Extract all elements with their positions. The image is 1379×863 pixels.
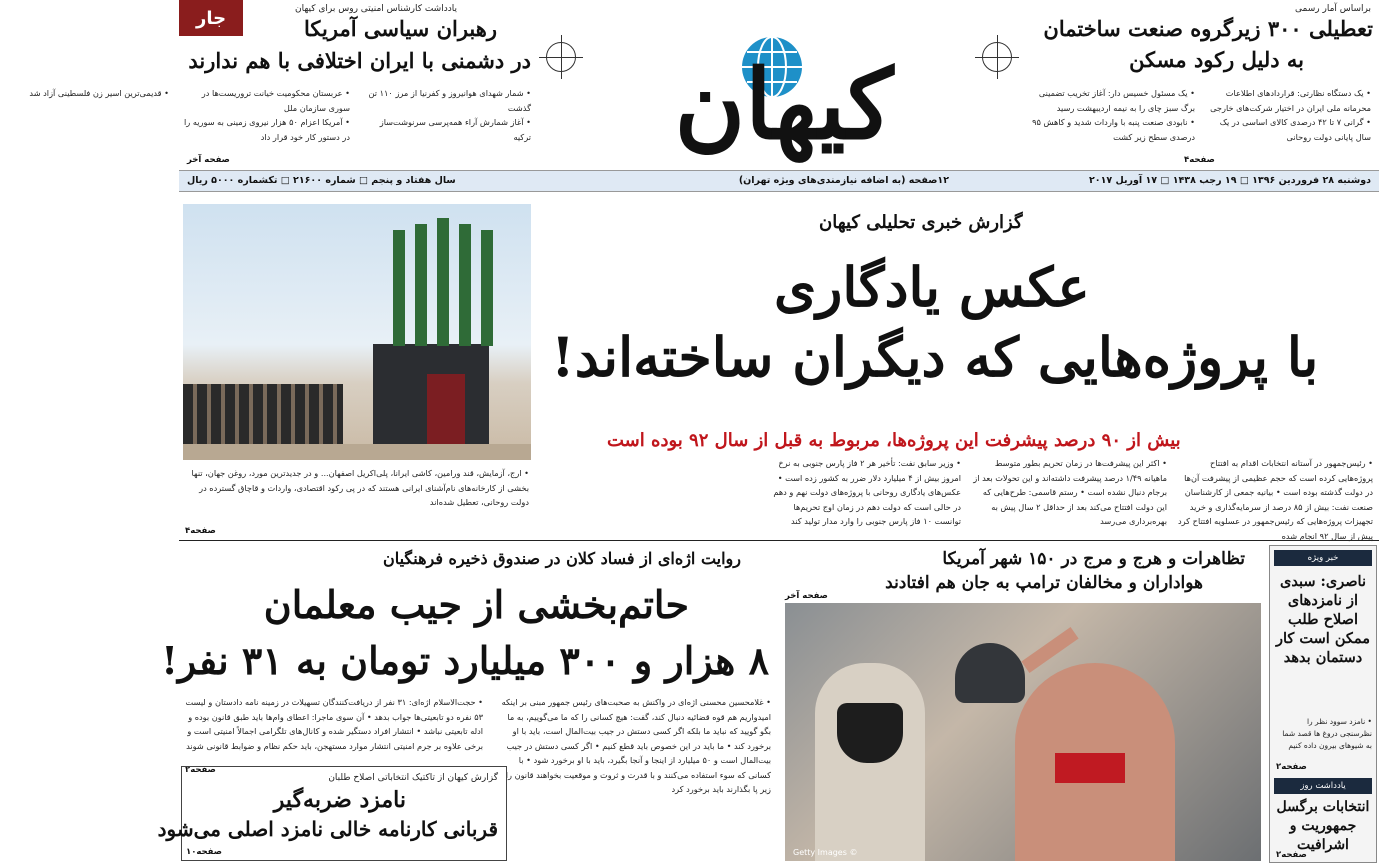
crop-mark-right (982, 42, 1012, 72)
dateline-bar (179, 170, 1379, 192)
lead-kicker: گزارش خبری تحلیلی کیهان (819, 212, 1023, 233)
monument-banner (427, 374, 465, 444)
sidebar-label: یادداشت روز (1274, 778, 1372, 794)
list-item: • یک مسئول خسیس دار: آغاز تخریب تضمینی برگ سبز چای را به نیمه اردیبهشت رسید (1038, 88, 1195, 113)
masthead (599, 20, 969, 170)
fund-column-2: • حجت‌الاسلام اژه‌ای: ۳۱ نفر از دریافت‌کنندگان تسهیلات در زمینه نامه دادستان و لیست ۵۳ نفره دو تابعیتی‌ها جواب بدهد • آن سوی ماجرا: اعطای وام‌ها باید طبق قانون بوده و ادله تابعیتی نباشد • انتشار افراد دستگیر شده و کانال‌های تلگرامی اجمالاً امنیتی است و برخی علاوه بر جرم امنیتی انتشار موارد مستهجن، باید حکم نظام و ضوابط قانونی شوند (185, 697, 483, 751)
lead-story[interactable] (179, 196, 1379, 541)
fund-headline-2: ۸ هزار و ۳۰۰ میلیارد تومان به ۳۱ نفر! (161, 638, 769, 683)
missile (393, 230, 405, 346)
list-item: • آغاز شمارش آراء همه‌پرسی سرنوشت‌ساز ترکیه (379, 117, 531, 142)
usa-headline: تظاهرات و هرج و مرج در ۱۵۰ شهر آمریکا (942, 549, 1245, 569)
page-ref[interactable]: صفحه۱۰ (186, 847, 223, 857)
page-ref[interactable]: صفحه۲ (1276, 850, 1307, 860)
crowd (183, 384, 343, 444)
page-ref[interactable]: صفحه۲ (1276, 762, 1307, 772)
dateline-issue: سال هفتاد و پنجم □ شماره ۲۱۶۰۰ □ تکشماره ۵۰۰۰ ریال (187, 175, 456, 186)
top-left-teaser[interactable] (29, 0, 537, 168)
list-item: • عربستان محکومیت خیانت تروریست‌ها در سوری سازمان ملل (201, 88, 350, 113)
page-ref[interactable]: صفحه آخر (785, 591, 828, 601)
protest-photo[interactable] (785, 603, 1261, 861)
top-left-kicker: یادداشت کارشناس امنیتی روس برای کیهان (295, 4, 457, 14)
list-item: • شمار شهدای هوانیروز و کفرنیا از مرز ۱۱۰ تن گذشت (368, 88, 531, 113)
fund-kicker: روایت اژه‌ای از فساد کلان در صندوق ذخیره فرهنگیان (382, 549, 741, 568)
sidebar-headline: ناصری: سبدی از نامزدهای اصلاح طلب ممکن است کار دستمان بدهد (1275, 573, 1371, 666)
missile (415, 224, 427, 346)
top-right-headline-2: به دلیل رکود مسکن (1129, 47, 1304, 72)
usa-story[interactable] (783, 545, 1263, 863)
ground (183, 444, 531, 460)
list-item: • قدیمی‌ترین اسیر زن فلسطینی آزاد شد (29, 88, 169, 98)
watermark-badge: جار (179, 0, 243, 36)
list-item: • یک دستگاه نظارتی: قراردادهای اطلاعات محرمانه ملی ایران در اختیار شرکت‌های خارجی (1210, 88, 1371, 113)
sidebar[interactable] (1269, 545, 1377, 863)
fund-headline: حاتم‌بخشی از جیب معلمان (263, 582, 689, 627)
missile (459, 224, 471, 346)
photo-credit: © Getty Images (793, 848, 858, 857)
top-left-headline: رهبران سیاسی آمریکا (304, 16, 497, 41)
reform-kicker: گزارش کیهان از تاکتیک انتخاباتی اصلاح طلبان (328, 773, 498, 783)
lead-column-3: • وزیر سابق نفت: تأخیر هر ۲ فاز پارس جنوبی به نرخ امروز بیش از ۴ میلیارد دلار ضرر به کشور زده است • عکس‌های یادگاری روحانی با پروژه‌های دولت نهم و دهم در حالی است که دولت دهم در زمان اوج تحریم‌ها توانست ۱۰ فاز پارس جنوبی را وارد مدار تولید کند (773, 458, 961, 526)
usa-headline-2: هواداران و مخالفان ترامپ به جان هم افتادند (885, 573, 1203, 593)
page-ref[interactable]: صفحه۲ (185, 765, 216, 775)
top-left-headline-2: در دشمنی با ایران اختلافی با هم ندارند (188, 48, 531, 73)
page-ref[interactable]: صفحه آخر (187, 155, 230, 165)
dateline-pages: ۱۲صفحه (به اضافه نیازمندی‌های ویژه تهران) (738, 175, 949, 186)
reform-headline-2: قربانی کارنامه خالی نامزد اصلی می‌شود (157, 817, 498, 841)
list-item: • آمریکا اعزام ۵۰ هزار نیروی زمینی به سوریه را در دستور کار خود قرار داد (184, 117, 350, 142)
fund-column-1: • غلامحسین محسنی اژه‌ای در واکنش به صحبت‌های رئیس جمهور مبنی بر اینکه امیدواریم هم قوه قضائیه دنبال کند، گفت: هیچ کسانی را که ما می‌گوییم، به ما بگو گویید که نباید ما بلکه اگر کسی دستش در جیب بیت‌المال است، باید با او برخورد کند • ما باید در این خصوص باید قطع کنیم • اگر کسی دستش در جیب بیت‌المال است و ۵۰ میلیارد از اینجا و آنجا بگیرد، باید با او برخورد شود • با کسانی که سوء استفاده می‌کنند و با قدرت و ثروت و موقعیت بخواهند قانون را زیر پا بگذارند باید برخورد کرد (501, 697, 771, 794)
list-item: • گرانی ۷ تا ۴۲ درصدی کالای اساسی در یک سال پایانی دولت روحانی (1219, 117, 1371, 142)
reform-headline: نامزد ضربه‌گیر (273, 787, 406, 813)
lead-column-2: • اکثر این پیشرفت‌ها در زمان تحریم بطور متوسط ماهیانه ۱/۴۹ درصد پیشرفت داشته‌اند و این تحولات بعد از برجام دنبال نشده است • رستم قاسمی: طرح‌هایی که این دولت افتتاح می‌کند بعد از حداقل ۲ سال پیش به بهره‌برداری می‌رسد (973, 458, 1167, 526)
page-ref[interactable]: صفحه۴ (185, 526, 216, 536)
dateline-date: دوشنبه ۲۸ فروردین ۱۳۹۶ □ ۱۹ رجب ۱۴۳۸ □ ۱۷ آوریل ۲۰۱۷ (1089, 175, 1371, 186)
sidebar-label: خبر ویژه (1274, 550, 1372, 566)
lead-subhead: بیش از ۹۰ درصد پیشرفت این پروژه‌ها، مربوط به قبل از سال ۹۲ بوده است (607, 430, 1181, 451)
missile (481, 230, 493, 346)
lead-column-4: • ارج، آزمایش، قند ورامین، کاشی ایرانا، پلی‌اکریل اصفهان... و در جدیدترین مورد، روغن جهان، تنها بخشی از کارخانه‌های نام‌آشنای ایرانی هستند که در پی رکود اقتصادی، واردات و قاچاق گسترده در دولت روحانی، تعطیل شده‌اند (191, 468, 529, 507)
top-right-bullets (1031, 86, 1371, 152)
sidebar-note: • نامزد سوود نظر را نظرسنجی دروغ ها قصد شما به شیوهای بیرون داده کنیم (1282, 717, 1372, 750)
lead-headline: عکس یادگاری (774, 255, 1090, 319)
list-item: • نابودی صنعت پنبه با واردات شدید و کاهش ۹۵ درصدی سطح زیر کشت (1032, 117, 1195, 142)
bandana (1055, 753, 1125, 783)
lead-headline-2: با پروژه‌هایی که دیگران ساخته‌اند! (551, 325, 1319, 389)
reform-box[interactable] (157, 766, 507, 861)
divider (179, 540, 1379, 541)
page-ref[interactable]: صفحه۴ (1184, 155, 1215, 165)
face-mask (837, 703, 903, 763)
masthead-logo: کیهان (674, 48, 894, 161)
lead-column-1: • رئیس‌جمهور در آستانه انتخابات اقدام به افتتاح پروژه‌هایی کرده است که حجم عظیمی از پیشرفت آن‌ها در دولت گذشته بوده است • بیانیه جمعی از کارشناسان صنعت نفت: بیش از ۸۵ درصد از سرمایه‌گذاری و خرید تجهیزات پروژه‌هایی که رئیس‌جمهور در عسلویه افتتاح کرد پیش از سال ۹۲ انجام شده (1178, 458, 1373, 541)
missile (437, 218, 449, 346)
sidebar-headline: انتخابات برگسل جمهوریت و اشرافیت (1276, 799, 1370, 853)
top-right-headline: تعطیلی ۳۰۰ زیرگروه صنعت ساختمان (1043, 16, 1373, 41)
top-right-kicker: براساس آمار رسمی (1295, 4, 1371, 14)
crop-mark-left (546, 42, 576, 72)
lead-photo[interactable] (183, 204, 531, 460)
top-right-teaser[interactable] (1024, 0, 1379, 168)
helmet (955, 643, 1025, 703)
top-left-bullets (29, 86, 531, 152)
